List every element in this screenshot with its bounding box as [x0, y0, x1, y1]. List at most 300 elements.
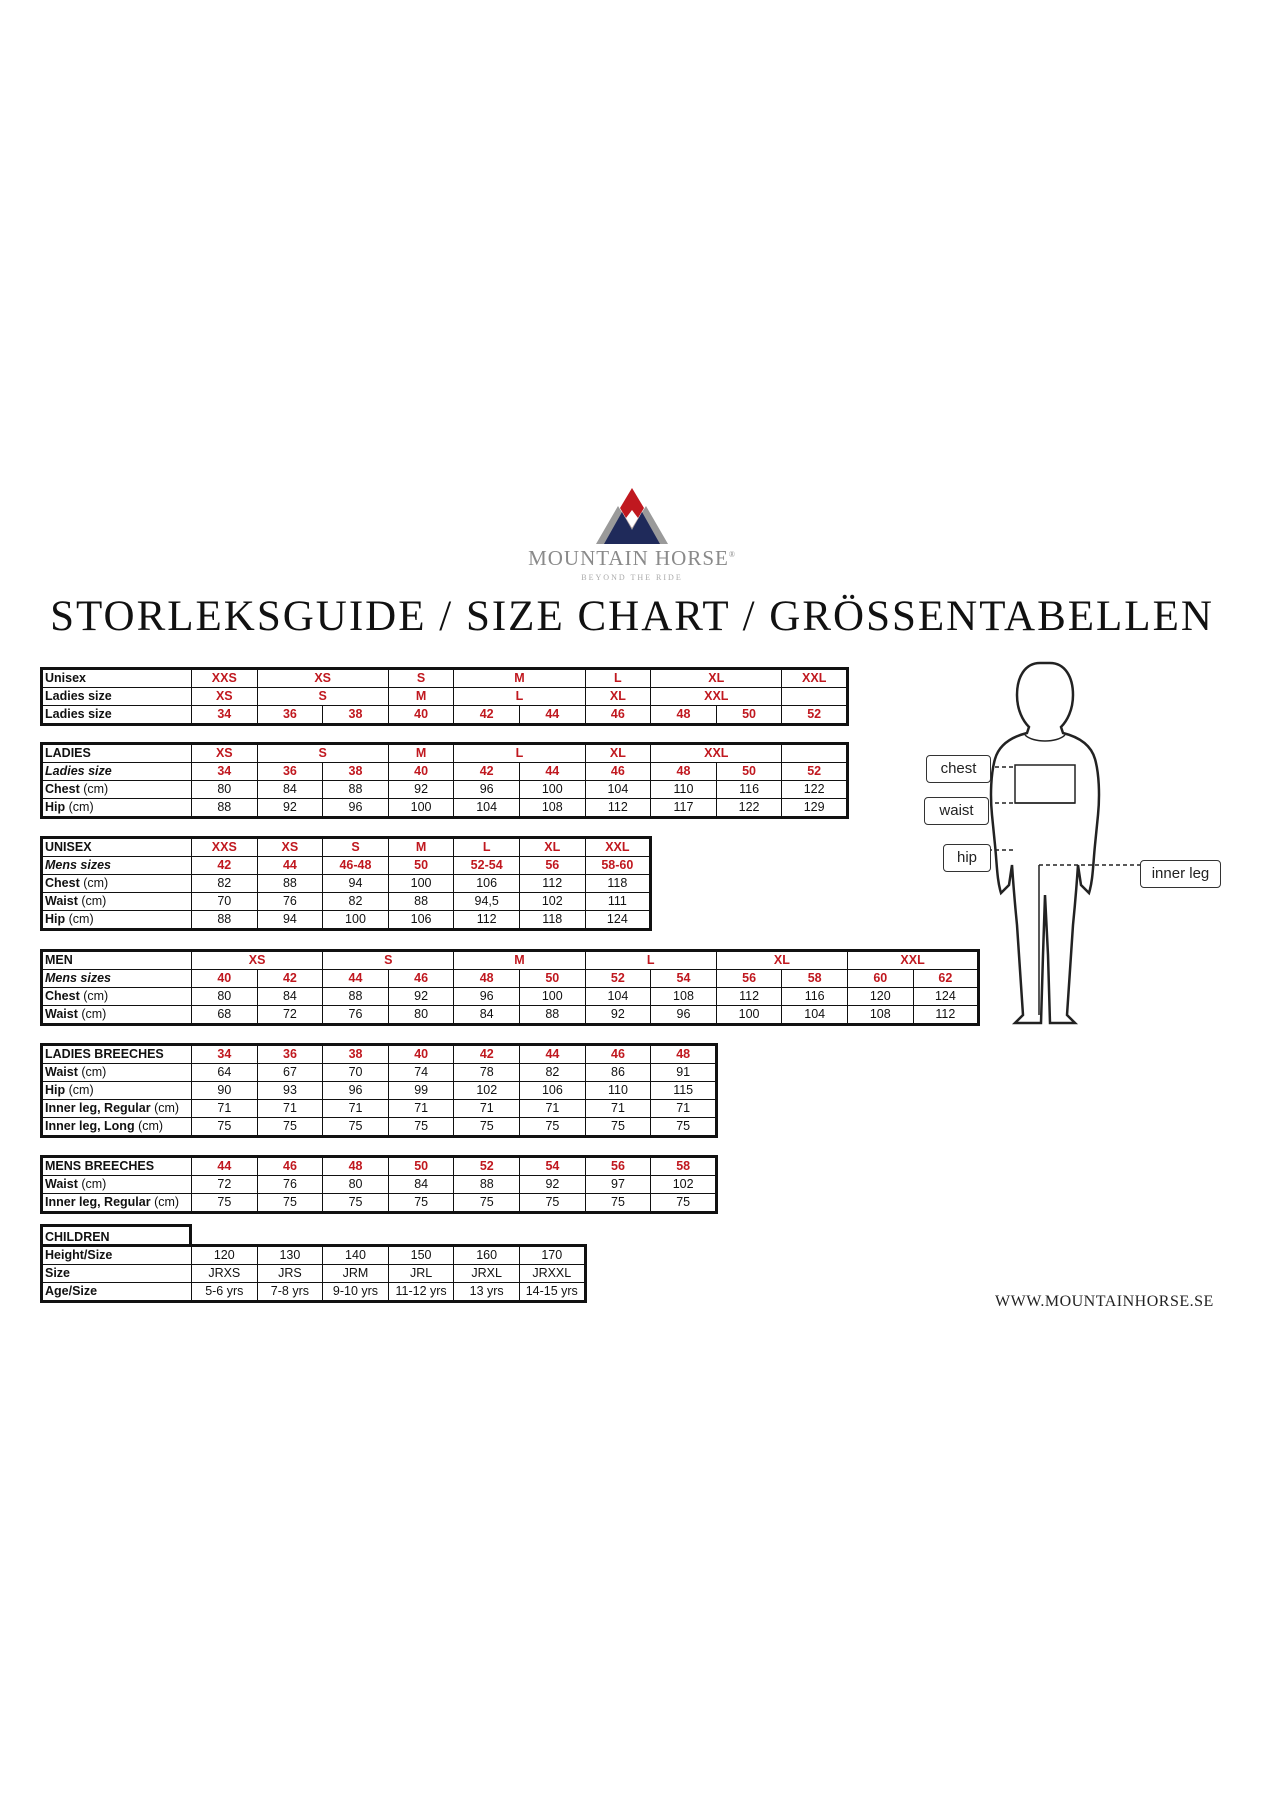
row-unit: (cm)	[65, 912, 94, 926]
value-cell: 99	[388, 1082, 454, 1100]
size-cell: XS	[192, 688, 258, 706]
value-cell: 75	[323, 1194, 389, 1213]
value-cell: 115	[651, 1082, 717, 1100]
value-cell: 88	[454, 1176, 520, 1194]
size-cell: 5-6 yrs	[192, 1283, 258, 1302]
size-cell: 44	[519, 763, 585, 781]
table-row	[42, 1045, 717, 1064]
value-cell: 102	[651, 1176, 717, 1194]
row-label: Size	[42, 1265, 192, 1283]
size-cell: 42	[192, 857, 258, 875]
value-cell: 71	[388, 1100, 454, 1118]
size-cell: XXS	[192, 669, 258, 688]
value-cell: 74	[388, 1064, 454, 1082]
table-row	[42, 1118, 717, 1137]
size-cell: 44	[257, 857, 323, 875]
row-label	[42, 1100, 192, 1118]
size-cell: XXL	[651, 744, 782, 763]
value-cell: 106	[388, 911, 454, 930]
size-cell: XXL	[782, 669, 848, 688]
value-cell: 116	[782, 988, 848, 1006]
row-label-text: Chest	[45, 782, 80, 796]
table-row	[42, 763, 848, 781]
value-cell: 71	[454, 1100, 520, 1118]
table-row	[42, 970, 979, 988]
size-cell: JRL	[388, 1265, 454, 1283]
size-cell: 34	[192, 706, 258, 725]
table-row	[42, 838, 651, 857]
size-cell: 56	[716, 970, 782, 988]
size-cell: XXL	[847, 951, 978, 970]
size-cell: 58	[782, 970, 848, 988]
size-cell: JRS	[257, 1265, 323, 1283]
table-row	[42, 857, 651, 875]
value-cell: 88	[323, 988, 389, 1006]
size-cell: 48	[323, 1157, 389, 1176]
row-label: Ladies size	[42, 688, 192, 706]
size-cell: L	[454, 744, 585, 763]
value-cell: 91	[651, 1064, 717, 1082]
size-cell: 54	[520, 1157, 586, 1176]
value-cell: 70	[192, 893, 258, 911]
table-row	[42, 1082, 717, 1100]
row-label: Height/Size	[42, 1246, 192, 1265]
size-cell: S	[323, 838, 389, 857]
size-cell: XS	[192, 951, 323, 970]
size-cell: 36	[257, 706, 323, 725]
size-cell: 160	[454, 1246, 520, 1265]
value-cell: 111	[585, 893, 651, 911]
value-cell: 75	[454, 1118, 520, 1137]
size-cell: 48	[454, 970, 520, 988]
row-label	[42, 1118, 192, 1137]
value-cell: 102	[519, 893, 585, 911]
value-cell: 102	[454, 1082, 520, 1100]
value-cell: 80	[388, 1006, 454, 1025]
value-cell: 100	[519, 988, 585, 1006]
value-cell: 92	[520, 1176, 586, 1194]
row-label-text: Inner leg, Long	[45, 1119, 135, 1133]
value-cell: 75	[520, 1118, 586, 1137]
row-label: Mens sizes	[42, 970, 192, 988]
value-cell: 70	[323, 1064, 389, 1082]
size-cell: 34	[192, 1045, 258, 1064]
size-cell: 50	[388, 1157, 454, 1176]
size-cell: 52	[454, 1157, 520, 1176]
value-cell: 71	[192, 1100, 258, 1118]
size-cell: 50	[716, 706, 782, 725]
size-cell: M	[454, 951, 585, 970]
value-cell: 80	[192, 781, 258, 799]
value-cell: 106	[520, 1082, 586, 1100]
row-label-text: Waist	[45, 1177, 78, 1191]
row-unit: (cm)	[150, 1101, 180, 1115]
unisex-conversion-table	[40, 667, 849, 726]
value-cell: 84	[388, 1176, 454, 1194]
size-cell: XS	[257, 838, 323, 857]
value-cell: 112	[519, 875, 585, 893]
size-cell: L	[454, 688, 585, 706]
value-cell: 90	[192, 1082, 258, 1100]
row-label: LADIES BREECHES	[42, 1045, 192, 1064]
value-cell: 92	[388, 988, 454, 1006]
table-row	[42, 669, 848, 688]
size-cell: 44	[519, 706, 585, 725]
value-cell: 75	[454, 1194, 520, 1213]
size-cell: 56	[519, 857, 585, 875]
size-cell: 9-10 yrs	[323, 1283, 389, 1302]
size-cell: 46	[388, 970, 454, 988]
row-label	[42, 875, 192, 893]
size-cell: JRXS	[192, 1265, 258, 1283]
value-cell: 75	[651, 1118, 717, 1137]
table-row	[42, 1194, 717, 1213]
value-cell: 71	[585, 1100, 651, 1118]
value-cell: 67	[257, 1064, 323, 1082]
value-cell: 93	[257, 1082, 323, 1100]
row-label: Ladies size	[42, 706, 192, 725]
value-cell: 97	[585, 1176, 651, 1194]
table-row	[42, 799, 848, 818]
size-cell	[782, 744, 848, 763]
size-cell: XL	[651, 669, 782, 688]
value-cell: 82	[192, 875, 258, 893]
size-cell: 50	[716, 763, 782, 781]
table-row	[42, 781, 848, 799]
size-cell: 42	[257, 970, 323, 988]
value-cell: 71	[520, 1100, 586, 1118]
row-unit: (cm)	[150, 1195, 180, 1209]
row-label	[42, 799, 192, 818]
value-cell: 117	[651, 799, 717, 818]
row-label-text: Waist	[45, 1065, 78, 1079]
value-cell: 104	[782, 1006, 848, 1025]
value-cell: 100	[388, 875, 454, 893]
size-cell: 48	[651, 1045, 717, 1064]
size-cell: 52	[782, 763, 848, 781]
row-label	[42, 1176, 192, 1194]
value-cell: 96	[323, 1082, 389, 1100]
size-cell: 40	[192, 970, 258, 988]
value-cell: 129	[782, 799, 848, 818]
row-unit: (cm)	[65, 800, 94, 814]
value-cell: 71	[323, 1100, 389, 1118]
value-cell: 75	[388, 1118, 454, 1137]
size-cell: 130	[257, 1246, 323, 1265]
size-cell: M	[388, 688, 454, 706]
value-cell: 80	[192, 988, 258, 1006]
size-cell: JRXXL	[519, 1265, 585, 1283]
size-cell: S	[257, 744, 388, 763]
value-cell: 120	[847, 988, 913, 1006]
row-unit: (cm)	[77, 1007, 107, 1021]
chest-label: chest	[926, 755, 991, 783]
value-cell: 94	[257, 911, 323, 930]
value-cell: 100	[323, 911, 389, 930]
value-cell: 92	[585, 1006, 651, 1025]
value-cell: 75	[585, 1118, 651, 1137]
size-cell: 40	[388, 1045, 454, 1064]
table-row	[42, 911, 651, 930]
value-cell: 112	[454, 911, 520, 930]
value-cell: 110	[651, 781, 717, 799]
size-cell: M	[388, 744, 454, 763]
value-cell: 71	[651, 1100, 717, 1118]
brand-name: MOUNTAIN HORSE®	[528, 546, 736, 570]
value-cell: 110	[585, 1082, 651, 1100]
table-row	[42, 893, 651, 911]
size-cell: S	[388, 669, 454, 688]
row-label	[42, 1194, 192, 1213]
value-cell: 84	[454, 1006, 520, 1025]
table-row	[42, 1246, 586, 1265]
row-label	[42, 1006, 192, 1025]
mountain-logo-icon	[596, 488, 668, 544]
row-label-text: Hip	[45, 1083, 66, 1097]
value-cell: 82	[520, 1064, 586, 1082]
row-unit: (cm)	[134, 1119, 164, 1133]
value-cell: 84	[257, 988, 323, 1006]
value-cell: 96	[651, 1006, 717, 1025]
size-cell: 52-54	[454, 857, 520, 875]
value-cell: 71	[257, 1100, 323, 1118]
size-cell: XL	[519, 838, 585, 857]
size-cell: 44	[323, 970, 389, 988]
value-cell: 108	[651, 988, 717, 1006]
value-cell: 75	[192, 1118, 258, 1137]
mens-breeches-table	[40, 1155, 718, 1214]
waist-label: waist	[924, 797, 989, 825]
table-row	[42, 1006, 979, 1025]
size-cell: 34	[192, 763, 258, 781]
ladies-breeches-table	[40, 1043, 718, 1138]
row-label	[42, 911, 192, 930]
size-cell: 46	[585, 706, 651, 725]
value-cell: 78	[454, 1064, 520, 1082]
size-cell: 46-48	[323, 857, 389, 875]
size-cell: 48	[651, 763, 717, 781]
size-cell: 48	[651, 706, 717, 725]
value-cell: 108	[519, 799, 585, 818]
row-label-text: Waist	[45, 1007, 78, 1021]
value-cell: 124	[585, 911, 651, 930]
row-label: Unisex	[42, 669, 192, 688]
row-unit: (cm)	[77, 1065, 107, 1079]
value-cell: 100	[519, 781, 585, 799]
row-unit: (cm)	[65, 1083, 94, 1097]
table-row	[42, 1157, 717, 1176]
table-row	[42, 1100, 717, 1118]
size-cell: 170	[519, 1246, 585, 1265]
size-cell: XXL	[585, 838, 651, 857]
value-cell: 75	[192, 1194, 258, 1213]
row-label	[42, 1064, 192, 1082]
value-cell: 100	[716, 1006, 782, 1025]
inner-leg-label: inner leg	[1140, 860, 1221, 888]
value-cell: 96	[454, 781, 520, 799]
ladies-size-table	[40, 742, 849, 819]
row-unit: (cm)	[77, 894, 107, 908]
size-cell: XL	[716, 951, 847, 970]
value-cell: 104	[585, 988, 651, 1006]
size-cell: 42	[454, 763, 520, 781]
value-cell: 88	[192, 799, 258, 818]
size-cell: 52	[782, 706, 848, 725]
size-cell	[782, 688, 848, 706]
size-cell: L	[585, 951, 716, 970]
size-cell: XXS	[192, 838, 258, 857]
value-cell: 72	[192, 1176, 258, 1194]
size-cell: XL	[585, 688, 651, 706]
value-cell: 82	[323, 893, 389, 911]
unisex-size-table	[40, 836, 652, 931]
value-cell: 75	[388, 1194, 454, 1213]
size-cell: 58	[651, 1157, 717, 1176]
size-cell: 50	[519, 970, 585, 988]
value-cell: 75	[257, 1194, 323, 1213]
row-label: Age/Size	[42, 1283, 192, 1302]
men-size-table	[40, 949, 980, 1026]
value-cell: 94	[323, 875, 389, 893]
row-unit: (cm)	[79, 876, 109, 890]
value-cell: 124	[913, 988, 979, 1006]
size-cell: 120	[192, 1246, 258, 1265]
value-cell: 76	[257, 893, 323, 911]
table-row	[42, 1176, 717, 1194]
row-label-text: Inner leg, Regular	[45, 1195, 151, 1209]
size-cell: JRM	[323, 1265, 389, 1283]
value-cell: 76	[257, 1176, 323, 1194]
value-cell: 104	[454, 799, 520, 818]
row-label: MENS BREECHES	[42, 1157, 192, 1176]
size-cell: 54	[651, 970, 717, 988]
value-cell: 86	[585, 1064, 651, 1082]
value-cell: 116	[716, 781, 782, 799]
table-row	[42, 744, 848, 763]
value-cell: 68	[192, 1006, 258, 1025]
size-cell: 13 yrs	[454, 1283, 520, 1302]
table-row	[42, 688, 848, 706]
value-cell: 88	[388, 893, 454, 911]
value-cell: 75	[585, 1194, 651, 1213]
row-label-text: Inner leg, Regular	[45, 1101, 151, 1115]
row-label-text: Chest	[45, 989, 80, 1003]
children-title: CHILDREN	[40, 1224, 192, 1244]
value-cell: 72	[257, 1006, 323, 1025]
size-cell: 40	[388, 706, 454, 725]
row-unit: (cm)	[79, 782, 109, 796]
size-cell: 46	[585, 1045, 651, 1064]
table-row	[42, 706, 848, 725]
value-cell: 94,5	[454, 893, 520, 911]
size-cell: 44	[520, 1045, 586, 1064]
size-cell: 38	[323, 763, 389, 781]
table-row	[42, 875, 651, 893]
website-url: WWW.MOUNTAINHORSE.SE	[995, 1293, 1214, 1310]
row-label: Mens sizes	[42, 857, 192, 875]
size-cell: S	[323, 951, 454, 970]
size-cell: XXL	[651, 688, 782, 706]
size-cell: 58-60	[585, 857, 651, 875]
size-cell: 40	[388, 763, 454, 781]
value-cell: 92	[257, 799, 323, 818]
size-cell: 38	[323, 1045, 389, 1064]
table-title: MEN	[42, 951, 192, 970]
size-cell: XS	[257, 669, 388, 688]
size-cell: M	[388, 838, 454, 857]
value-cell: 80	[323, 1176, 389, 1194]
row-label	[42, 781, 192, 799]
size-cell: 50	[388, 857, 454, 875]
value-cell: 100	[388, 799, 454, 818]
size-cell: XL	[585, 744, 651, 763]
value-cell: 84	[257, 781, 323, 799]
row-unit: (cm)	[77, 1177, 107, 1191]
value-cell: 88	[192, 911, 258, 930]
size-cell: M	[454, 669, 585, 688]
size-cell: JRXL	[454, 1265, 520, 1283]
size-cell: 42	[454, 706, 520, 725]
row-label	[42, 988, 192, 1006]
size-cell: 62	[913, 970, 979, 988]
size-cell: L	[585, 669, 651, 688]
value-cell: 75	[323, 1118, 389, 1137]
brand-tagline: BEYOND THE RIDE	[581, 573, 683, 582]
row-unit: (cm)	[79, 989, 109, 1003]
table-row	[42, 1064, 717, 1082]
row-label	[42, 893, 192, 911]
children-size-table	[40, 1244, 587, 1303]
value-cell: 75	[651, 1194, 717, 1213]
table-row	[42, 988, 979, 1006]
size-cell: S	[257, 688, 388, 706]
value-cell: 118	[585, 875, 651, 893]
row-label	[42, 1082, 192, 1100]
row-label-text: Chest	[45, 876, 80, 890]
row-label: Ladies size	[42, 763, 192, 781]
value-cell: 88	[257, 875, 323, 893]
size-cell: 52	[585, 970, 651, 988]
value-cell: 92	[388, 781, 454, 799]
page-title: STORLEKSGUIDE / SIZE CHART / GRÖSSENTABELLEN	[50, 593, 1214, 640]
hip-label: hip	[943, 844, 991, 872]
value-cell: 108	[847, 1006, 913, 1025]
value-cell: 118	[519, 911, 585, 930]
value-cell: 112	[716, 988, 782, 1006]
size-cell: 7-8 yrs	[257, 1283, 323, 1302]
row-label-text: Waist	[45, 894, 78, 908]
table-row	[42, 1283, 586, 1302]
size-cell: 36	[257, 763, 323, 781]
size-cell: 11-12 yrs	[388, 1283, 454, 1302]
row-label-text: Hip	[45, 800, 66, 814]
value-cell: 104	[585, 781, 651, 799]
size-cell: 46	[257, 1157, 323, 1176]
table-row	[42, 1265, 586, 1283]
size-cell: 46	[585, 763, 651, 781]
value-cell: 112	[913, 1006, 979, 1025]
size-cell: 140	[323, 1246, 389, 1265]
size-cell: 42	[454, 1045, 520, 1064]
value-cell: 96	[323, 799, 389, 818]
value-cell: 96	[454, 988, 520, 1006]
size-cell: 60	[847, 970, 913, 988]
value-cell: 122	[782, 781, 848, 799]
value-cell: 106	[454, 875, 520, 893]
row-label: UNISEX	[42, 838, 192, 857]
brand-logo	[0, 488, 1264, 582]
size-cell: 36	[257, 1045, 323, 1064]
